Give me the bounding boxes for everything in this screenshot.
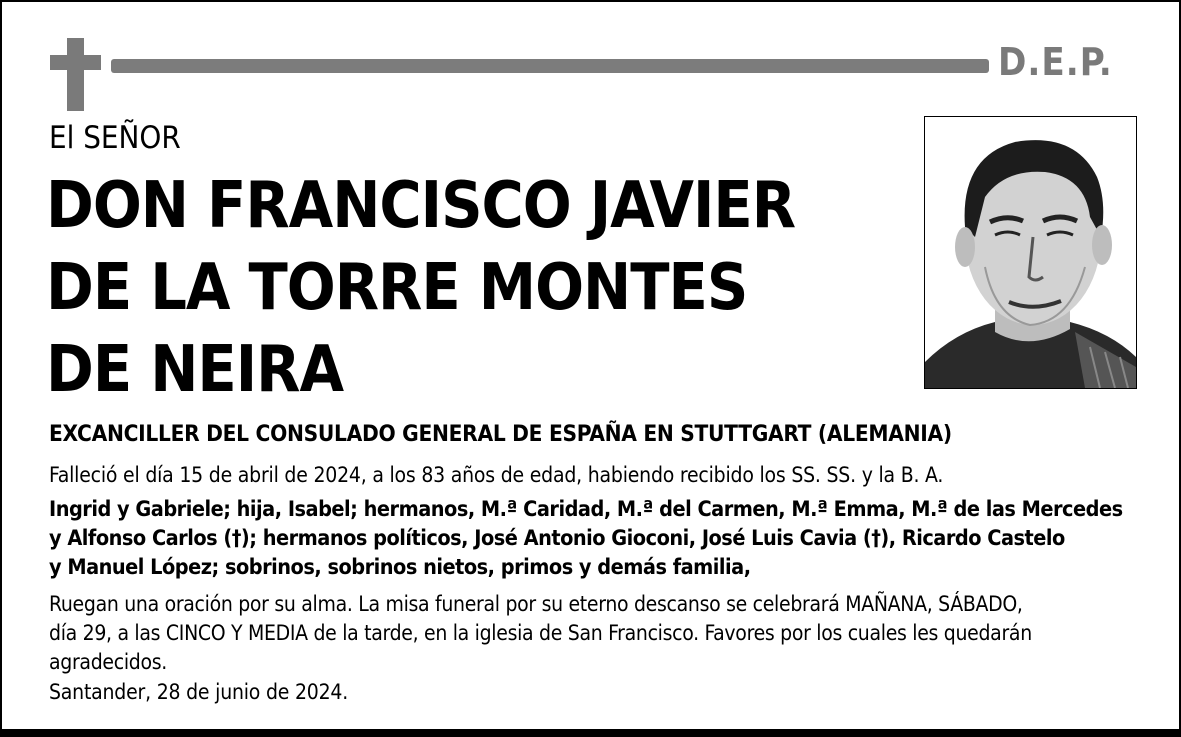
funeral-info — [49, 590, 1032, 677]
family-line: y Manuel López; sobrinos, sobrinos nietos, primos y demás familia, — [49, 555, 751, 580]
header-rule — [111, 59, 989, 73]
place-date: Santander, 28 de junio de 2024. — [49, 680, 349, 704]
deceased-name — [46, 165, 866, 411]
family-line: y Alfonso Carlos (†); hermanos políticos, José Antonio Gioconi, José Luis Cavia (†), Ricardo Castelo — [49, 526, 1065, 551]
name-line: DON FRANCISCO JAVIER — [46, 169, 796, 243]
family-line: Ingrid y Gabriele; hija, Isabel; hermanos, M.ª Caridad, M.ª del Carmen, M.ª Emma, M.ª de las Mercedes — [49, 497, 1123, 522]
family-list — [49, 495, 1123, 582]
dep-label: D.E.P. — [998, 40, 1113, 84]
funeral-line: agradecidos. — [49, 650, 167, 674]
funeral-line: Ruegan una oración por su alma. La misa funeral por su eterno descanso se celebrará MAÑANA, SÁBADO, — [49, 592, 1023, 616]
death-notice: Falleció el día 15 de abril de 2024, a los 83 años de edad, habiendo recibido los SS. SS. y la B. A. — [49, 463, 944, 487]
portrait-photo — [924, 116, 1137, 389]
funeral-line: día 29, a las CINCO Y MEDIA de la tarde, en la iglesia de San Francisco. Favores por los cuales les quedarán — [49, 621, 1032, 645]
deceased-role: EXCANCILLER DEL CONSULADO GENERAL DE ESPAÑA EN STUTTGART (ALEMANIA) — [49, 421, 952, 447]
name-line: DE NEIRA — [46, 333, 344, 407]
honorific: El SEÑOR — [49, 120, 181, 156]
name-line: DE LA TORRE MONTES — [46, 251, 748, 325]
